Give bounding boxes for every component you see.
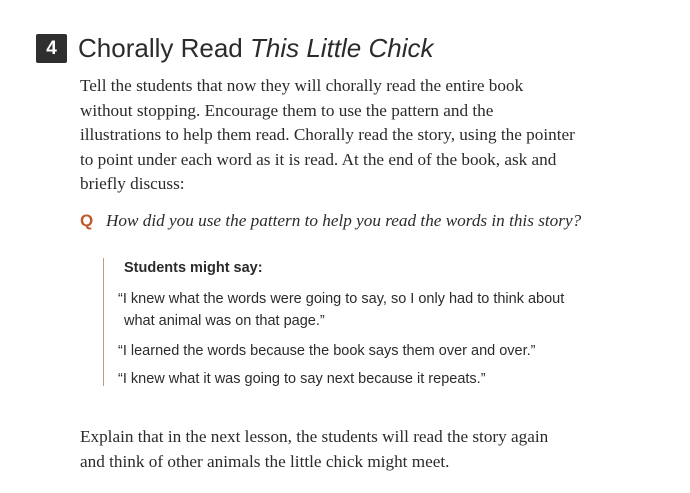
intro-line: Tell the students that now they will chorally read the entire book [80, 76, 524, 95]
student-response [118, 340, 536, 362]
intro-line: to point under each word as it is read. At the end of the book, ask and [80, 149, 557, 169]
students-might-say-box [103, 258, 624, 386]
section-title-prefix: Chorally Read [78, 33, 250, 63]
response-line: “I knew what it was going to say next because it repeats.” [118, 371, 486, 387]
intro-line: without stopping. Encourage them to use the pattern and the [80, 100, 494, 120]
question-text: How did you use the pattern to help you read the words in this story? [106, 211, 582, 230]
student-response [118, 288, 564, 332]
question-marker: Q [80, 211, 94, 230]
section-heading [36, 33, 433, 64]
response-line: “I learned the words because the book says them over and over.” [118, 343, 536, 359]
section-title-book: This Little Chick [249, 33, 434, 63]
closing-line: and think of other animals the little chick might meet. [80, 451, 450, 471]
students-might-say-heading: Students might say: [124, 260, 263, 276]
section-title [78, 33, 433, 64]
discussion-question [80, 211, 581, 231]
closing-line: Explain that in the next lesson, the students will read the story again [80, 427, 549, 446]
closing-paragraph [80, 425, 670, 474]
step-number-badge: 4 [36, 34, 67, 63]
intro-line: briefly discuss: [80, 174, 185, 194]
intro-paragraph [80, 74, 670, 197]
student-response [118, 368, 486, 390]
response-line: “I knew what the words were going to say, so I only had to think about [118, 291, 565, 307]
response-line: what animal was on that page.” [124, 313, 325, 329]
intro-line: illustrations to help them read. Chorally read the story, using the pointer [80, 125, 575, 145]
